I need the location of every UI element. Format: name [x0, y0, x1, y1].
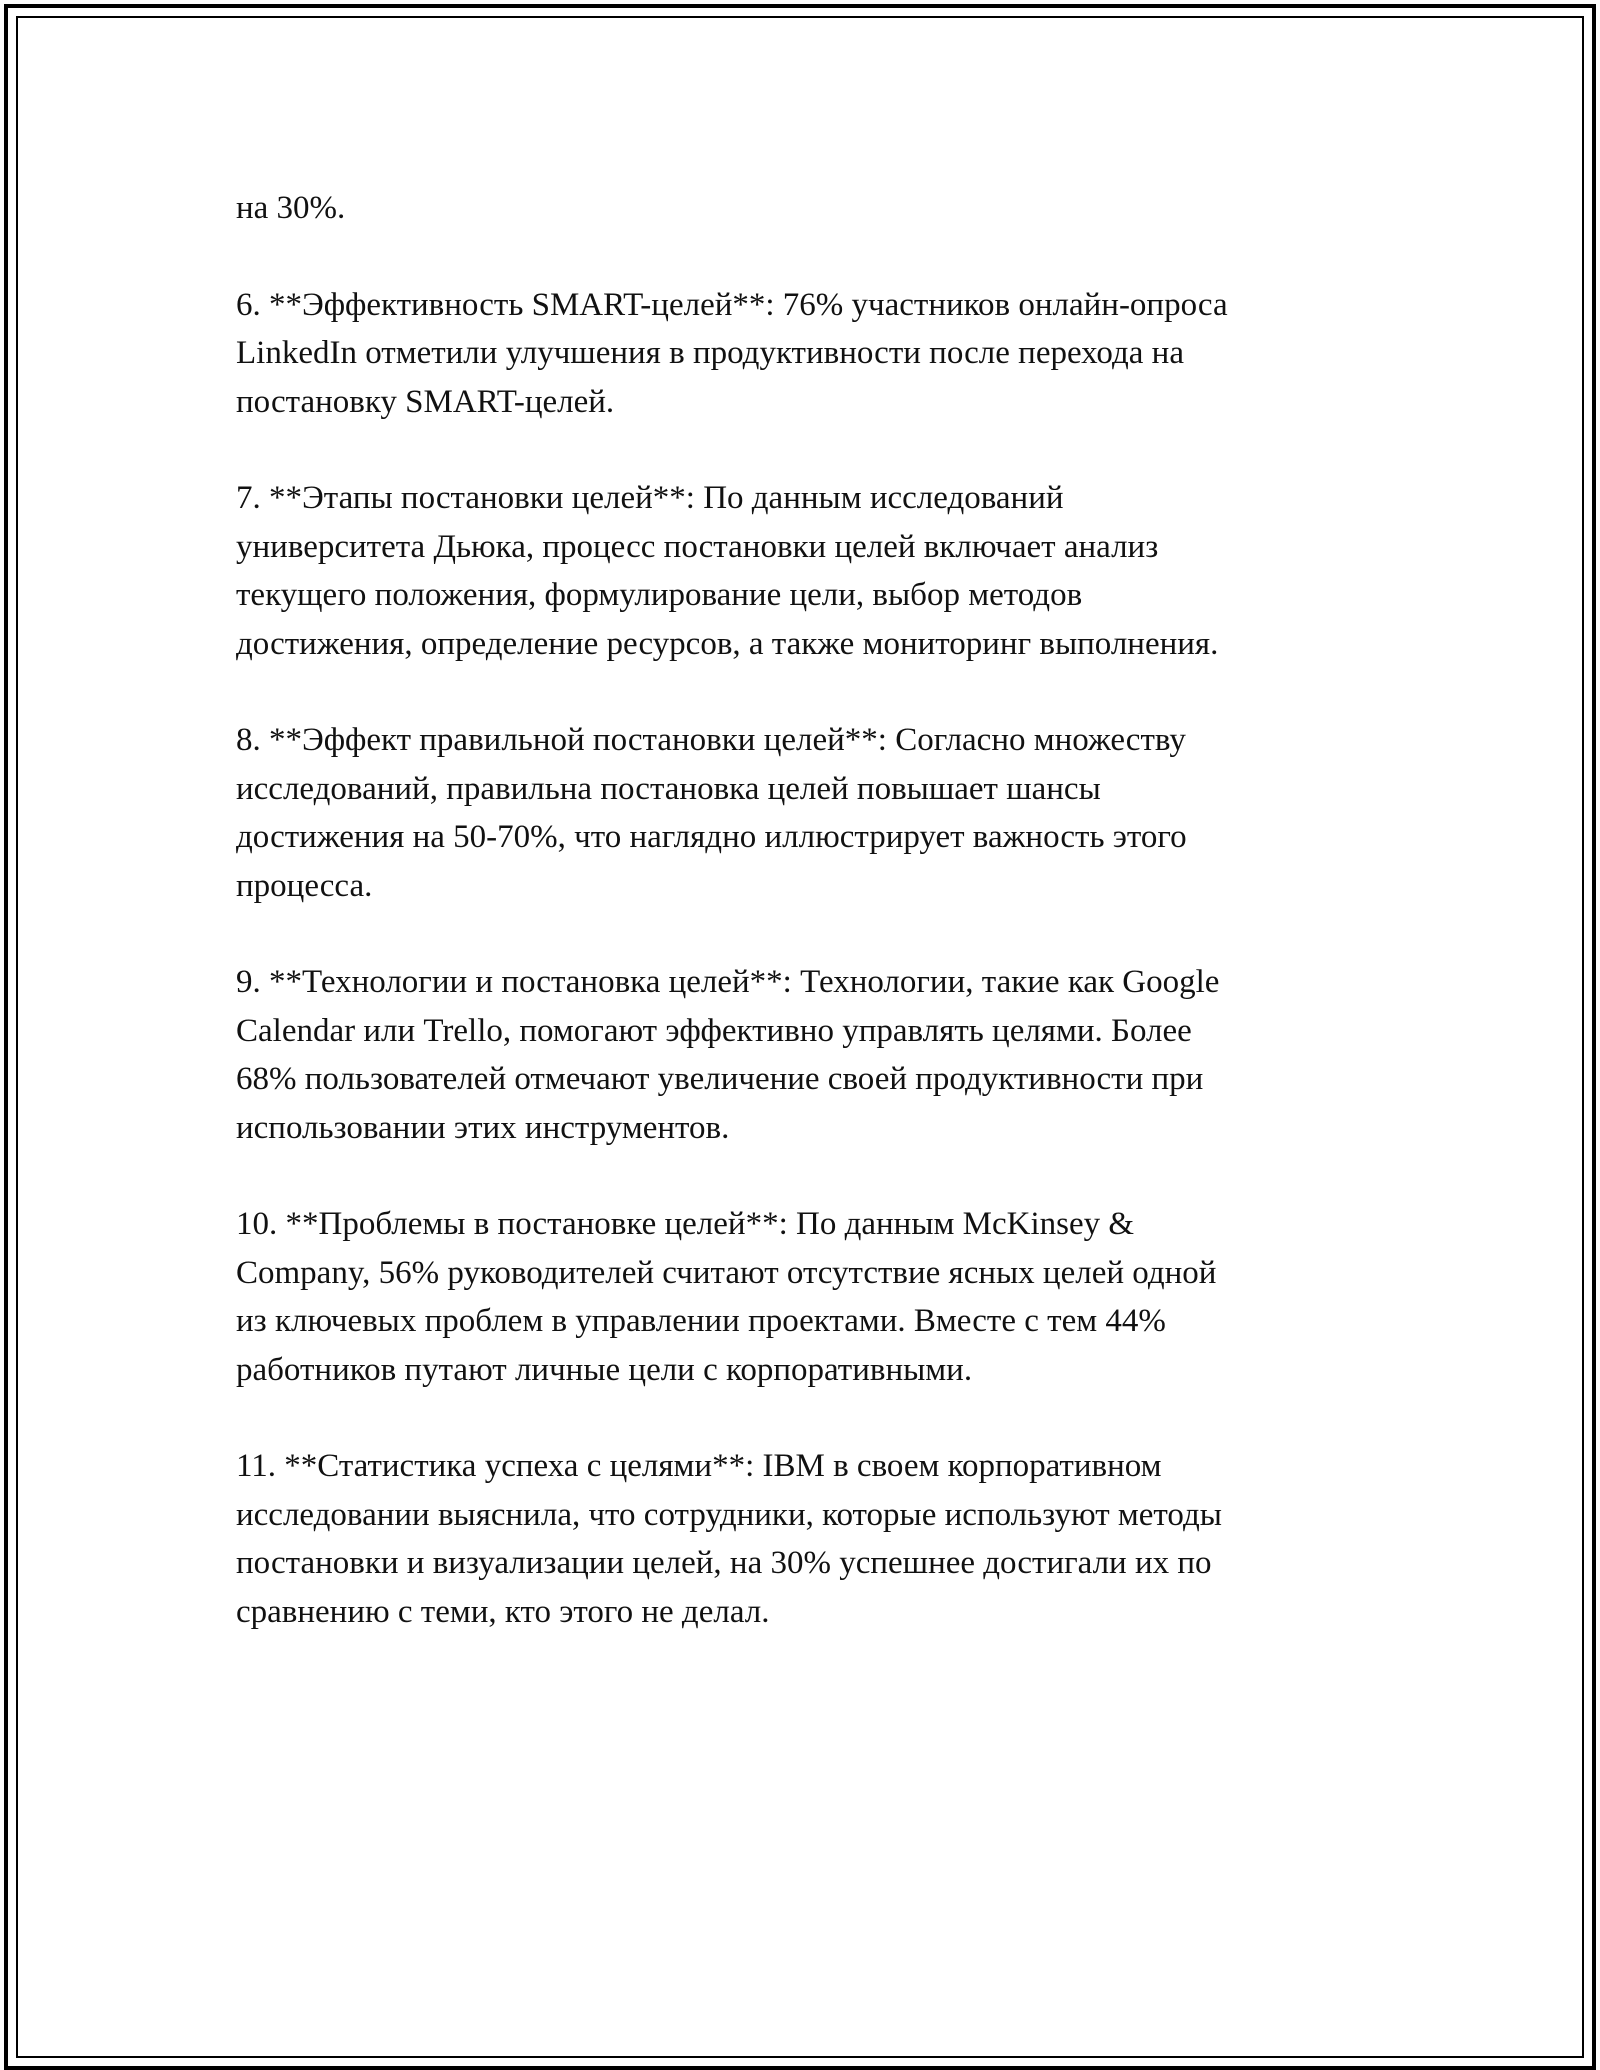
- text-line: сравнению с теми, кто этого не делал.: [236, 1593, 770, 1630]
- text-line: 68% пользователей отмечают увеличение своей продуктивности при: [236, 1061, 1204, 1097]
- document-body: [236, 184, 1376, 1684]
- text-line: постановки и визуализации целей, на 30% успешнее достигали их по: [236, 1545, 1212, 1581]
- text-line: Company, 56% руководителей считают отсутствие ясных целей одной: [236, 1254, 1217, 1291]
- text-line: 7. **Этапы постановки целей**: По данным исследований: [236, 480, 1064, 516]
- text-line: достижения, определение ресурсов, а также мониторинг выполнения.: [236, 625, 1219, 662]
- text-line: 9. **Технологии и постановка целей**: Технологии, такие как Google: [236, 964, 1220, 1000]
- paragraph-item-11: [236, 1442, 1376, 1636]
- text-line: университета Дьюка, процесс постановки целей включает анализ: [236, 528, 1159, 565]
- text-line: исследовании выяснила, что сотрудники, которые используют методы: [236, 1496, 1222, 1533]
- text-line: текущего положения, формулирование цели, выбор методов: [236, 577, 1083, 613]
- paragraph-item-6: [236, 281, 1376, 427]
- text-line: исследований, правильна постановка целей повышает шансы: [236, 770, 1101, 807]
- paragraph-item-7: [236, 474, 1376, 668]
- text-line: LinkedIn отметили улучшения в продуктивности после перехода на: [236, 335, 1184, 371]
- paragraph-item-10: [236, 1200, 1376, 1394]
- text-line: работников путают личные цели с корпоративными.: [236, 1351, 973, 1388]
- paragraph-item-9: [236, 958, 1376, 1152]
- text-line: постановку SMART-целей.: [236, 383, 615, 420]
- text-line: достижения на 50-70%, что наглядно иллюстрирует важность этого: [236, 819, 1187, 855]
- paragraph-item-8: [236, 716, 1376, 910]
- text-line: 6. **Эффективность SMART-целей**: 76% участников онлайн-опроса: [236, 286, 1228, 323]
- text-line: процесса.: [236, 867, 373, 904]
- text-line: из ключевых проблем в управлении проектами. Вместе с тем 44%: [236, 1303, 1166, 1339]
- text-line: 8. **Эффект правильной постановки целей**: Согласно множеству: [236, 722, 1186, 758]
- text-line: использовании этих инструментов.: [236, 1109, 730, 1146]
- paragraph-continuation: [236, 184, 1376, 233]
- text-line: Calendar или Trello, помогают эффективно управлять целями. Более: [236, 1012, 1192, 1049]
- text-line: на 30%.: [236, 190, 346, 226]
- text-line: 10. **Проблемы в постановке целей**: По данным McKinsey &: [236, 1206, 1135, 1242]
- text-line: 11. **Статистика успеха с целями**: IBM в своем корпоративном: [236, 1448, 1162, 1484]
